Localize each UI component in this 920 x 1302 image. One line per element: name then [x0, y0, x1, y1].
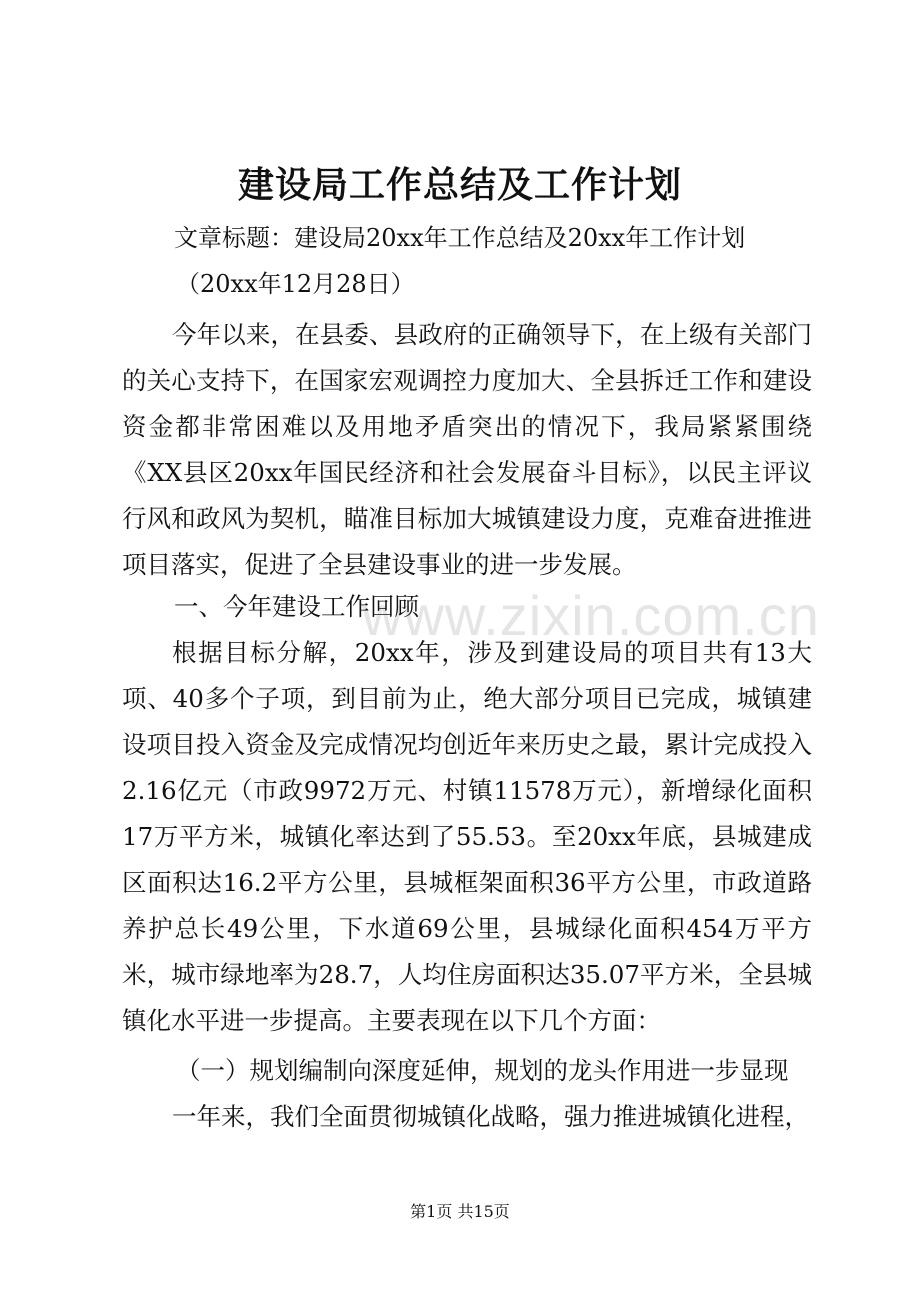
watermark: www.zixin.com.cn	[362, 584, 820, 647]
page-footer: 第1页 共15页	[410, 1202, 510, 1221]
planning-paragraph: 一年来，我们全面贯彻城镇化战略，强力推进城镇化进程，	[172, 1102, 809, 1131]
section-heading: 一、今年建设工作回顾	[174, 592, 419, 621]
intro-paragraph: 今年以来，在县委、县政府的正确领导下，在上级有关部门的关心支持下，在国家宏观调控力度加大、全县拆迁工作和建设资金都非常困难以及用地矛盾突出的情况下，我局紧紧围绕《XX县区20xx年国民经济和社会发展奋斗目标》，以民主评议行风和政风为契机，瞄准目标加大城镇建设力度，克难奋进推进项目落实，促进了全县建设事业的进一步发展。	[122, 320, 812, 579]
document-date: （20xx年12月28日）	[176, 270, 415, 298]
review-paragraph: 根据目标分解，20xx年，涉及到建设局的项目共有13大项、40多个子项，到目前为止，绝大部分项目已完成，城镇建设项目投入资金及完成情况均创近年来历史之最，累计完成投入2.16亿元（市政9972万元、村镇11578万元），新增绿化面积17万平方米，城镇化率达到了55.53。至20xx年底，县城建成区面积达16.2平方公里，县城框架面积36平方公里，市政道路养护总长49公里，下水道69公里，县城绿化面积454万平方米，城市绿地率为28.7，人均住房面积达35.07平方米，全县城镇化水平进一步提高。主要表现在以下几个方面：	[122, 638, 812, 1035]
article-subtitle: 文章标题：建设局20xx年工作总结及20xx年工作计划	[174, 224, 746, 252]
subsection-heading: （一）规划编制向深度延伸，规划的龙头作用进一步显现	[176, 1056, 789, 1085]
document-title: 建设局工作总结及工作计划	[237, 164, 682, 206]
